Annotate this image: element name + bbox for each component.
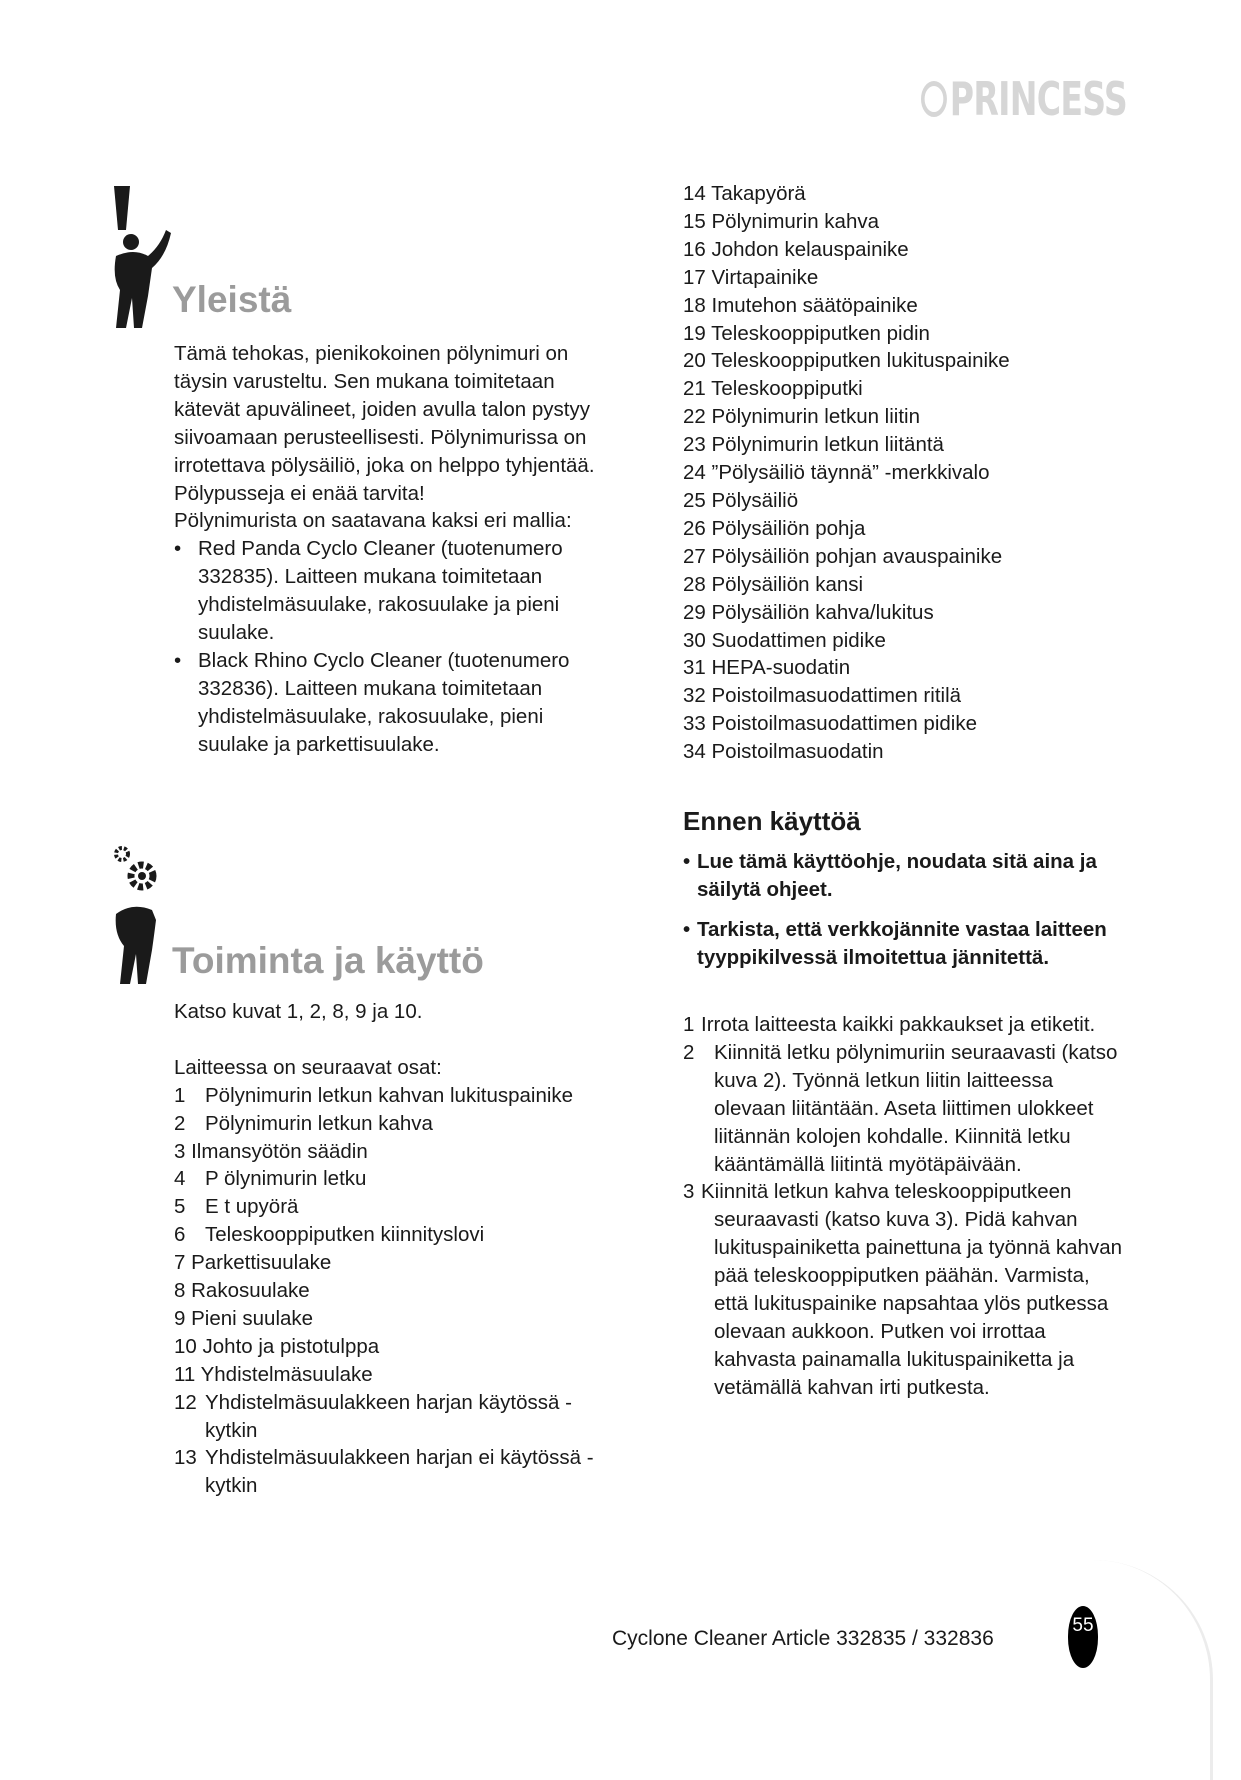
step-item: 2 Kiinnitä letku pölynimuriin seuraavasti (katso kuva 2). Työnnä letkun liitin laitteessa olevaan liitäntään. Aseta liittimen ulokkeet liitännän kolojen kohdalle. Kiinnitä letku kääntämällä liitintä myötäpäivään.: [683, 1040, 1118, 1176]
part-list-item: 26 Pölysäiliön pohja: [683, 516, 866, 540]
part-list-item: 30 Suodattimen pidike: [683, 628, 886, 652]
part-list-item: 15 Pölynimurin kahva: [683, 209, 879, 233]
part-list-item: 22 Pölynimurin letkun liitin: [683, 405, 921, 429]
part-list-item: 23 Pölynimurin letkun liitäntä: [683, 433, 944, 457]
part-list-item: 31 HEPA-suodatin: [683, 656, 851, 680]
gear-person-icon: [112, 846, 174, 984]
part-list-item: 14 Takapyörä: [683, 182, 806, 205]
see-figures-text: Katso kuvat 1, 2, 8, 9 ja 10.: [174, 1000, 423, 1023]
section-title-general: Yleistä: [172, 279, 292, 320]
part-list-item: 11 Yhdistelmäsuulake: [174, 1362, 373, 1386]
parts-list-continued: [683, 180, 1123, 766]
warning-item: • Tarkista, että verkkojännite vastaa laitteen tyyppikilvessä ilmoitettua jännitettä.: [683, 917, 1107, 969]
steps-list: [683, 1011, 1123, 1402]
section-title-before-use: Ennen käyttöä: [683, 806, 861, 836]
part-list-item: 4 P ölynimurin letku: [174, 1167, 367, 1191]
general-section-body: [174, 340, 604, 759]
exclamation-person-icon: [108, 186, 172, 328]
part-list-item: 6 Teleskooppiputken kiinnityslovi: [174, 1223, 485, 1247]
part-list-item: 8 Rakosuulake: [174, 1279, 310, 1303]
part-list-item: 10 Johto ja pistotulppa: [174, 1334, 380, 1358]
decorative-arc: [1060, 1560, 1213, 1780]
part-list-item: 16 Johdon kelauspainike: [683, 237, 909, 261]
part-list-item: 32 Poistoilmasuodattimen ritilä: [683, 684, 962, 708]
part-list-item: 2 Pölynimurin letkun kahva: [174, 1111, 433, 1135]
warning-item: • Lue tämä käyttöohje, noudata sitä aina ja säilytä ohjeet.: [683, 850, 1097, 901]
part-list-item: 12 Yhdistelmäsuulakkeen harjan käytössä -kytkin: [174, 1390, 572, 1442]
operation-section-body: [174, 998, 604, 1500]
part-list-item: 9 Pieni suulake: [174, 1306, 314, 1330]
model-list-item: • Black Rhino Cyclo Cleaner (tuotenumero 332836). Laitteen mukana toimitetaan yhdistelmäsuulake, rakosuulake, pieni suulake ja parkettisuulake.: [174, 648, 570, 756]
part-list-item: 21 Teleskooppiputki: [683, 377, 863, 401]
general-paragraph: Pölynimurista on saatavana kaksi eri mallia:: [174, 509, 572, 533]
footer-article: Cyclone Cleaner Article 332835 / 332836: [612, 1627, 994, 1650]
part-list-item: 24 ”Pölysäiliö täynnä” -merkkivalo: [683, 461, 990, 485]
page-number: 55: [1068, 1606, 1098, 1668]
brand-logo: PRINCESS: [921, 72, 1127, 126]
model-list-item: • Red Panda Cyclo Cleaner (tuotenumero 332835). Laitteen mukana toimitetaan yhdistelmäsuulake, rakosuulake ja pieni suulake.: [174, 537, 563, 645]
parts-intro-text: Laitteessa on seuraavat osat:: [174, 1055, 442, 1079]
warnings-block: [683, 848, 1123, 972]
part-list-item: 17 Virtapainike: [683, 265, 819, 289]
logo-mark-icon: [921, 81, 947, 117]
part-list-item: 19 Teleskooppiputken pidin: [683, 321, 930, 345]
general-paragraph: Tämä tehokas, pienikokoinen pölynimuri on täysin varusteltu. Sen mukana toimitetaan kätevät apuvälineet, joiden avulla talon pystyy siivoamaan perusteellisesti. Pölynimurissa on irrotettava pölysäiliö, joka on helppo tyhjentää. Pölypusseja ei enää tarvita!: [174, 342, 595, 505]
part-list-item: 18 Imutehon säätöpainike: [683, 293, 918, 317]
part-list-item: 27 Pölysäiliön pohjan avauspainike: [683, 544, 1003, 568]
step-item: 3 Kiinnitä letkun kahva teleskooppiputkeen seuraavasti (katso kuva 3). Pidä kahvan lukituspainiketta painettuna ja työnnä kahvan pää teleskooppiputken päähän. Varmista, että lukituspainike napsahtaa ylös putkessa olevaan aukkoon. Putken voi irrottaa kahvasta painamalla lukituspainiketta ja vetämällä kahvan irti putkesta.: [683, 1180, 1123, 1399]
part-list-item: 1 Pölynimurin letkun kahvan lukituspainike: [174, 1083, 574, 1107]
part-list-item: 34 Poistoilmasuodatin: [683, 740, 884, 764]
part-list-item: 29 Pölysäiliön kahva/lukitus: [683, 600, 934, 624]
part-list-item: 3 Ilmansyötön säädin: [174, 1139, 368, 1163]
part-list-item: 28 Pölysäiliön kansi: [683, 572, 864, 596]
part-list-item: 7 Parkettisuulake: [174, 1251, 332, 1275]
part-list-item: 5 E t upyörä: [174, 1195, 299, 1219]
part-list-item: 13 Yhdistelmäsuulakkeen harjan ei käytössä -kytkin: [174, 1446, 594, 1498]
step-item: 1 Irrota laitteesta kaikki pakkaukset ja etiketit.: [683, 1013, 1096, 1036]
part-list-item: 20 Teleskooppiputken lukituspainike: [683, 349, 1010, 373]
part-list-item: 33 Poistoilmasuodattimen pidike: [683, 712, 977, 736]
section-title-operation: Toiminta ja käyttö: [172, 940, 484, 981]
part-list-item: 25 Pölysäiliö: [683, 488, 799, 512]
